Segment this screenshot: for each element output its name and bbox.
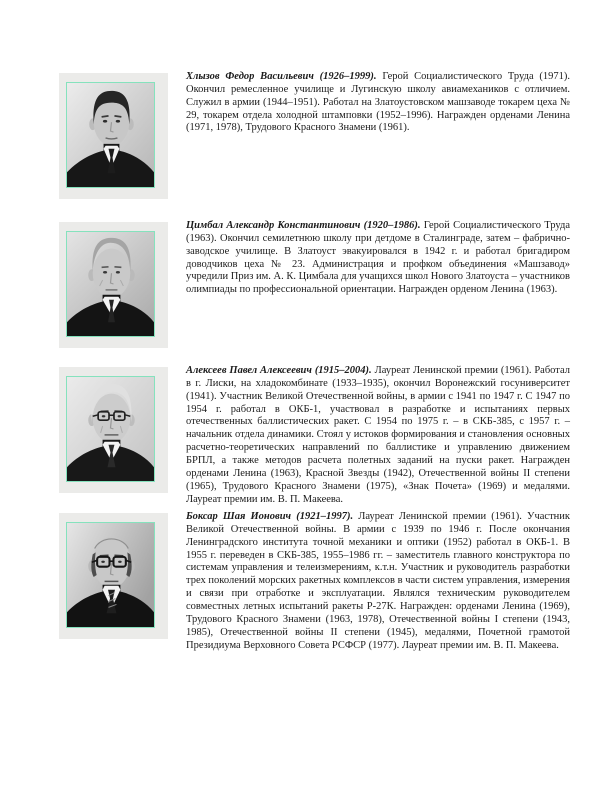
portrait-illustration-icon xyxy=(67,83,154,187)
bio-entry-alekseev xyxy=(59,365,570,506)
person-name: Хлызов Федор Васильевич xyxy=(186,71,314,82)
bio-body-text: Герой Социалистического Труда (1963). Окончил семилетнюю школу при детдоме в Сталинграде, затем – фабрично-заводское училище. В Златоуст эвакуировался в 1942 г. и работал бригадиром доводчиков цеха № 23. Администрация и профком объединения «Машзавод» учредили Приз им. А. К. Цимбала для учащихся школ Нового Златоуста – участников олимпиады по профессиональной ориентации. Награжден орденом Ленина (1963). xyxy=(186,220,570,296)
life-years: (1921–1997). xyxy=(296,511,354,522)
photo-frame xyxy=(59,367,168,493)
bio-body-text: Герой Социалистического Труда (1971). Окончил ремесленное училище и Лугинскую школу авиамехаников с отличием. Служил в армии (1944–1951). Работал на Златоустовском машзаводе токарем цеха № 29, токарем отдела холодной штамповки (1952–1996). Награжден орденами Ленина (1971, 1978), Трудового Красного Знамени (1961). xyxy=(186,71,571,134)
portrait-illustration-icon xyxy=(67,377,154,481)
life-years: (1915–2004). xyxy=(314,365,372,376)
bio-body-text: Лауреат Ленинской премии (1961). Участник Великой Отечественной войны. В армии с 1939 по 1946 г. После окончания Ленинградского института точной механики и оптики (1952) работал в ОКБ-1. В 1955 г. переведен в СКБ-385, 1955–1986 гг. – заместитель главного конструктора по системам управления и телеизмерениям, к.т.н. Участник и руководитель разработки трех поколений морских ракетных комплексов в части систем управления, измерения и связи при отработке и эксплуатации. Являлся техническим руководителем совместных летных испытаний ракеты Р-27К. Награжден: орденами Ленина (1969), Трудового Красного Знамени (1963, 1978), Отечественной войны I степени (1943, 1985), Отечественной войны II степени (1945), медалями, Почетной грамотой Президиума Верховного Совета РСФСР (1977). Лауреат премии им. В. П. Макеева. xyxy=(186,511,570,651)
bio-entry-tsimbal xyxy=(59,220,570,348)
photo-frame xyxy=(59,222,168,348)
bio-entry-boksar xyxy=(59,511,570,652)
portrait-photo xyxy=(66,231,155,337)
bio-entry-khlyzov xyxy=(59,71,570,199)
bio-paragraph xyxy=(186,71,570,135)
portrait-illustration-icon xyxy=(67,232,154,336)
person-name: Алексеев Павел Алексеевич xyxy=(186,365,312,376)
portrait-photo xyxy=(66,376,155,482)
photo-frame xyxy=(59,73,168,199)
portrait-photo xyxy=(66,82,155,188)
bio-paragraph xyxy=(186,365,570,506)
portrait-illustration-icon xyxy=(67,523,154,627)
portrait-photo xyxy=(66,522,155,628)
photo-frame xyxy=(59,513,168,639)
life-years: (1920–1986). xyxy=(363,220,421,231)
bio-body-text: Лауреат Ленинской премии (1961). Работал в г. Лиски, на хладокомбинате (1933–1935), окончил Воронежский госуниверситет (1941). Участник Великой Отечественной войны, в армии с 1941 по 1947 г. С 1947 по 1954 г. работал в ОКБ-1, участвовал в разработке и испытаниях первых отечественных баллистических ракет. С 1954 по 1975 г. – в СКБ-385, с 1957 г. – начальник отдела динамики. Стоял у истоков формирования и становления основных расчетно-теоретических направлений по баллистике и управлению движением БРПЛ, а также методов расчета полетных заданий на пуски ракет. Награжден орденами Ленина (1963), Красной Звезды (1942), Отечественной войны II степени (1965), Трудового Красного Знамени (1975), «Знак Почета» (1969) и медалями. Лауреат премии им. В. П. Макеева. xyxy=(186,365,571,505)
person-name: Цимбал Александр Константинович xyxy=(186,220,361,231)
bio-paragraph xyxy=(186,511,570,652)
bio-paragraph xyxy=(186,220,570,297)
person-name: Боксар Шая Ионович xyxy=(186,511,292,522)
life-years: (1926–1999). xyxy=(319,71,377,82)
